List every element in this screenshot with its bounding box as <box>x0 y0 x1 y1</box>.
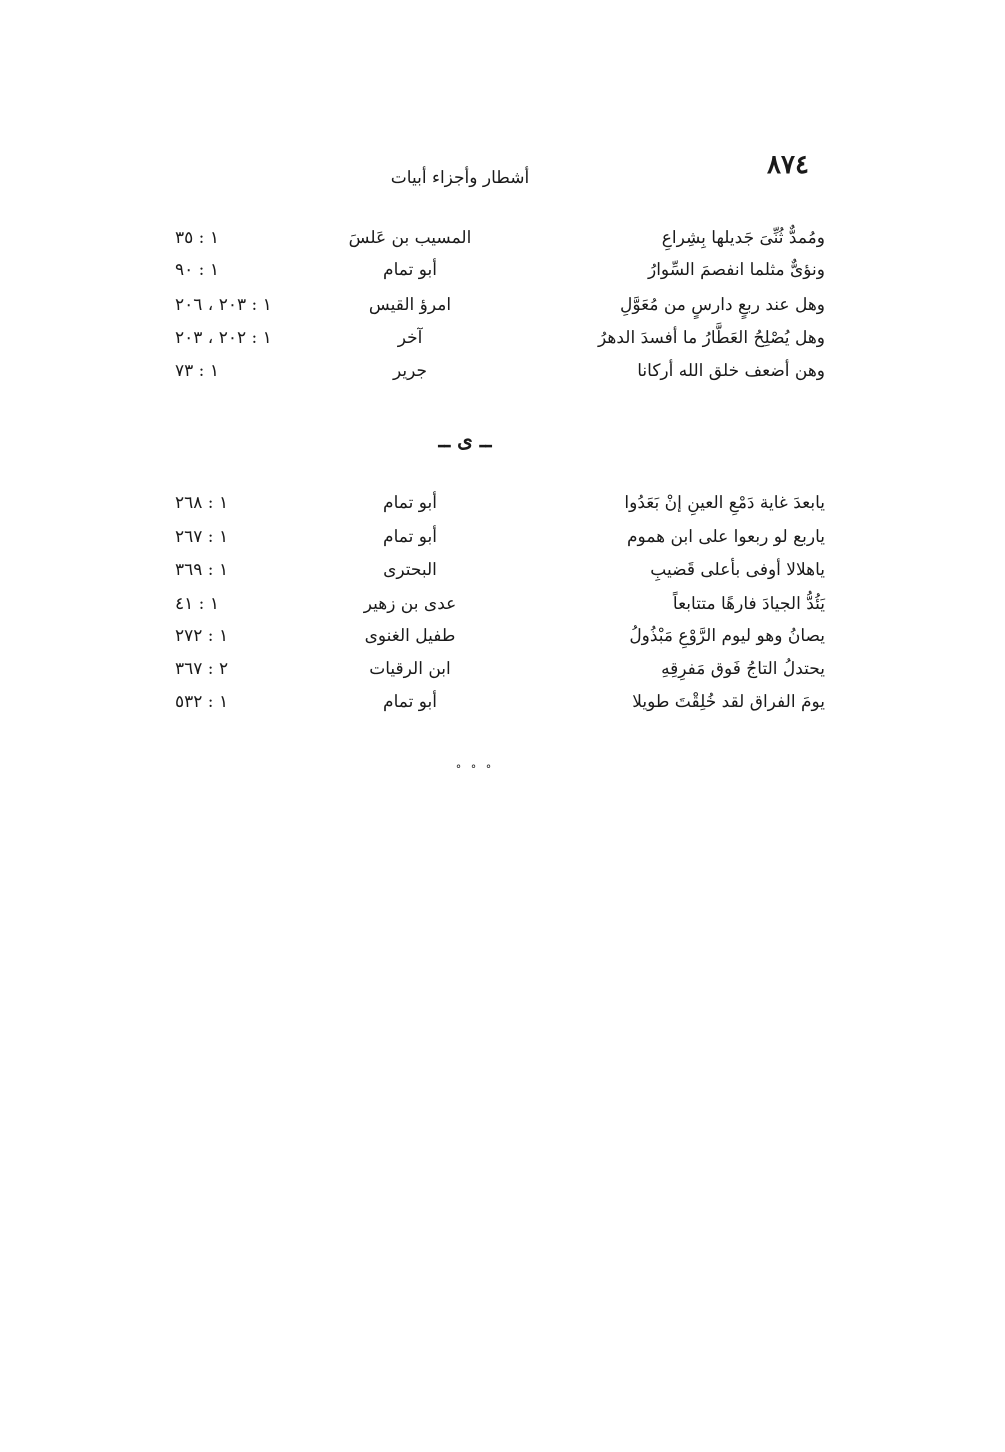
index-entry <box>175 659 825 689</box>
poet-name: عدى بن زهير <box>363 594 457 614</box>
index-entry <box>175 295 825 325</box>
index-entry <box>175 560 825 590</box>
poet-name: أبو تمام <box>383 692 437 712</box>
index-entry <box>175 594 825 624</box>
index-entry <box>175 260 825 290</box>
index-entry <box>175 626 825 656</box>
volume-page-ref: ١ : ٧٣ <box>175 361 219 381</box>
poet-name: طفيل الغنوى <box>364 626 456 646</box>
index-entry <box>175 328 825 358</box>
poet-name: جرير <box>393 361 427 381</box>
end-ornament: ° ° ° <box>455 763 495 776</box>
volume-page-ref: ٢ : ٣٦٧ <box>175 659 229 679</box>
verse-fragment: ومُمدٌّ ثُنِّىَ جَديلها بِشِراعِ <box>661 228 825 248</box>
volume-page-ref: ١ : ٢٦٧ <box>175 527 229 547</box>
verse-fragment: يحتدلُ التاجُ فَوق مَفرِقِهِ <box>661 659 825 679</box>
page-number: ٨٧٤ <box>767 150 809 180</box>
verse-fragment: ياهلالا أوفى بأعلى قَضيبِ <box>650 560 825 580</box>
verse-fragment: وهل عند ربعٍ دارسٍ من مُعَوَّلِ <box>620 295 825 315</box>
section-heading: ــ ى ــ <box>438 428 492 452</box>
index-entry <box>175 228 825 258</box>
volume-page-ref: ١ : ٢٧٢ <box>175 626 229 646</box>
index-entry <box>175 361 825 391</box>
poet-name: أبو تمام <box>383 260 437 280</box>
volume-page-ref: ١ : ٤١ <box>175 594 219 614</box>
index-entry <box>175 493 825 523</box>
volume-page-ref: ١ : ٢٦٨ <box>175 493 229 513</box>
volume-page-ref: ١ : ٣٦٩ <box>175 560 229 580</box>
poet-name: أبو تمام <box>383 493 437 513</box>
volume-page-ref: ١ : ٩٠ <box>175 260 219 280</box>
index-entry <box>175 692 825 722</box>
poet-name: ابن الرقيات <box>369 659 451 679</box>
verse-fragment: يَئُدُّ الجيادَ فارهًا متتابعاً <box>672 594 825 614</box>
poet-name: أبو تمام <box>383 527 437 547</box>
verse-fragment: وهل يُصْلِحُ العَطَّارُ ما أفسدَ الدهرُ <box>598 328 825 348</box>
verse-fragment: يابعدَ غاية دَمْعِ العينِ إنْ بَعَدُوا <box>624 493 825 513</box>
volume-page-ref: ١ : ٥٣٢ <box>175 692 229 712</box>
verse-fragment: وهن أضعف خلق الله أركانا <box>637 361 825 381</box>
verse-fragment: ياربع لو ربعوا على ابن هموم <box>627 527 825 547</box>
verse-fragment: ونؤىٌّ مثلما انفصمَ السِّوارُ <box>647 260 825 280</box>
verse-fragment: يصانُ وهو ليوم الرَّوْعِ مَبْذُولُ <box>629 626 825 646</box>
index-entry <box>175 527 825 557</box>
poet-name: آخر <box>397 328 423 348</box>
poet-name: امرؤ القيس <box>368 295 452 315</box>
volume-page-ref: ١ : ٢٠٣ ، ٢٠٦ <box>175 295 272 315</box>
volume-page-ref: ١ : ٢٠٢ ، ٢٠٣ <box>175 328 272 348</box>
volume-page-ref: ١ : ٣٥ <box>175 228 219 248</box>
verse-fragment: يومَ الفراق لقد خُلِقْتَ طويلا <box>632 692 825 712</box>
poet-name: المسيب بن عَلسَ <box>348 228 472 248</box>
running-title: أشطار وأجزاء أبيات <box>390 168 530 188</box>
poet-name: البحترى <box>383 560 437 580</box>
